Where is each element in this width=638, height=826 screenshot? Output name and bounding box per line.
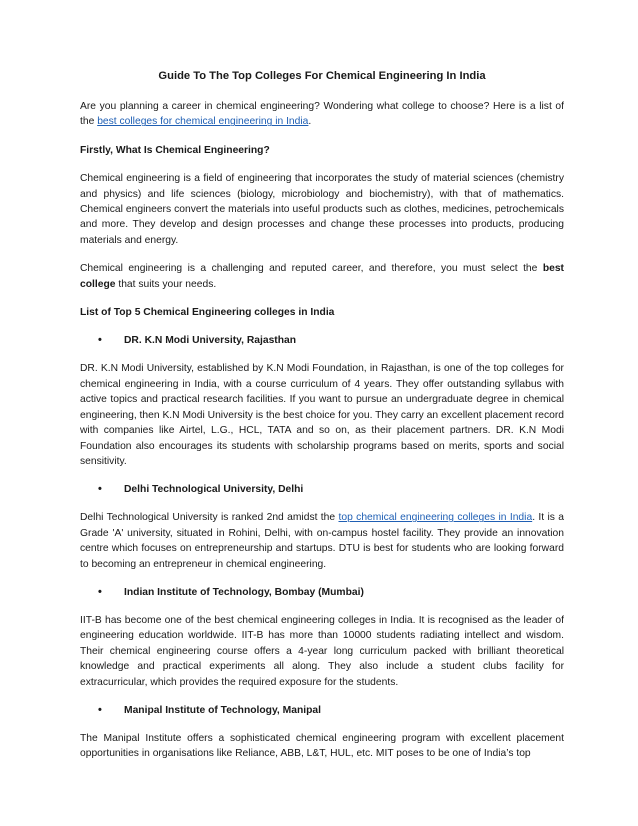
document-page <box>80 70 564 762</box>
best-college-bold: best college <box>80 263 564 290</box>
bullet-college-3 <box>80 585 564 600</box>
bullet-dot: • <box>98 334 102 347</box>
top-colleges-link[interactable]: top chemical engineering colleges in India <box>338 512 533 524</box>
college-3-description: IIT-B has become one of the best chemical engineering colleges in India. It is recognised as the leader of engineering education worldwide. IIT-B has more than 10000 students radiating intellect and wisdom. Their chemical engineering course offers a 4-year long curriculum packed with brilliant theoretical knowledge and practical experiments all along. They also include a student clubs facility for extracurricular, which provides the required exposure for the students. <box>80 614 564 688</box>
career-end: that suits your needs. <box>115 278 217 290</box>
college-4-name: Manipal Institute of Technology, Manipal <box>124 704 321 716</box>
college-2-desc-post: . It is a Grade 'A' university, situated in Rohini, Delhi, with on-campus hostel facility. They provide an innovation centre which focuses on entrepreneurship and startups. DTU is best for students who are looking forward to becoming an entrepreneur in chemical engineering. <box>80 512 565 570</box>
intro-end: . <box>308 116 312 128</box>
heading-what-is: Firstly, What Is Chemical Engineering? <box>80 144 270 156</box>
definition-paragraph: Chemical engineering is a field of engineering that incorporates the study of material sciences (chemistry and physics) and life sciences (biology, microbiology and biochemistry), with that of mathematics. Chemical engineers convert the materials into useful products such as clothes, medicines, petrochemicals and more. They develop and design processes and change these processes into products, producing materials and energy. <box>80 173 564 246</box>
intro-paragraph <box>80 99 564 130</box>
best-colleges-link[interactable]: best colleges for chemical engineering in India <box>97 116 309 128</box>
college-3-name: Indian Institute of Technology, Bombay (Mumbai) <box>124 586 364 598</box>
college-1-name: DR. K.N Modi University, Rajasthan <box>124 335 297 347</box>
bullet-college-2 <box>80 482 564 497</box>
college-2-name: Delhi Technological University, Delhi <box>124 484 304 496</box>
bullet-dot: • <box>98 483 102 496</box>
bullet-college-4 <box>80 703 564 718</box>
career-text: Chemical engineering is a challenging and reputed career, and therefore, you must select the <box>80 263 543 275</box>
heading-list: List of Top 5 Chemical Engineering colleges in India <box>80 307 335 319</box>
bullet-college-1 <box>80 333 564 348</box>
career-paragraph <box>80 261 564 292</box>
college-4-description: The Manipal Institute offers a sophisticated chemical engineering program with excellent placement opportunities in organisations like Reliance, ABB, L&T, HUL, etc. MIT poses to be one of India’s top <box>80 732 564 760</box>
college-2-description <box>80 510 564 572</box>
bullet-dot: • <box>98 585 102 598</box>
bullet-dot: • <box>98 703 102 716</box>
college-1-description: DR. K.N Modi University, established by K.N Modi Foundation, in Rajasthan, is one of the top colleges for chemical engineering in India, with a course curriculum of 4 years. They offer outstanding syllabus with active topics and practical research facilities. If you want to pursue an undergraduate degree in chemical engineering, then K.N Modi University is the best choice for you. They carry an excellent placement record with companies like Airtel, L.G., HCL, TATA and so on, as their placement partners. DR. K.N Modi Foundation also encourages its students with scholarship programs based on merits, sports and social sensitivity. <box>80 363 565 467</box>
college-2-desc-pre: Delhi Technological University is ranked 2nd amidst the <box>80 512 339 524</box>
intro-text: Are you planning a career in chemical engineering? Wondering what college to choose? Here is a list of the <box>80 101 564 128</box>
document-title: Guide To The Top Colleges For Chemical Engineering In India <box>158 70 486 82</box>
